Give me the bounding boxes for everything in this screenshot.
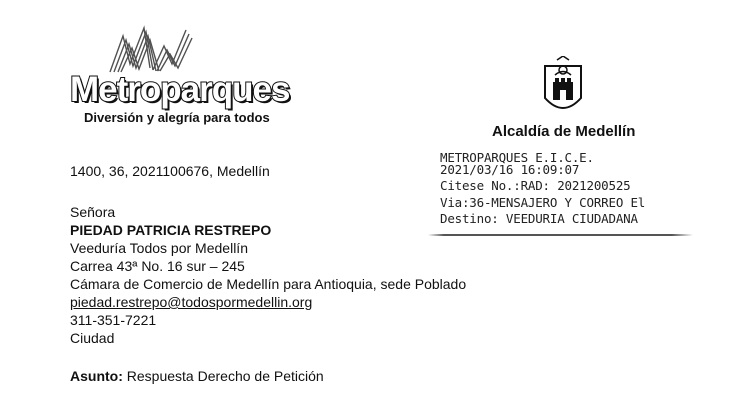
stamp-entity: METROPARQUES E.I.C.E. (440, 150, 594, 165)
stamp-via: Via:36-MENSAJERO Y CORREO El (440, 195, 646, 210)
stamp-destination: Destino: VEEDURIA CIUDADANA (440, 211, 638, 226)
recipient-city: Ciudad (70, 330, 115, 346)
salutation: Señora (70, 204, 116, 220)
brand-name: Metroparques (70, 70, 290, 109)
subject-line (70, 368, 324, 384)
metroparques-logo (68, 24, 288, 128)
recipient-name: PIEDAD PATRICIA RESTREPO (70, 222, 272, 238)
authority-name: Alcaldía de Medellín (492, 123, 636, 140)
recipient-location: Cámara de Comercio de Medellín para Antioquia, sede Poblado (70, 276, 467, 292)
recipient-email-link[interactable]: piedad.restrepo@todospormedellin.org (70, 294, 313, 310)
stamp-radicado: Citese No.:RAD: 2021200525 (440, 178, 631, 193)
stamp-datetime: 2021/03/16 16:09:07 (440, 162, 580, 177)
subject-text: Respuesta Derecho de Petición (122, 368, 324, 384)
stamp-underline (428, 234, 693, 236)
subject-label: Asunto: (70, 368, 123, 384)
recipient-organization: Veeduría Todos por Medellín (70, 240, 248, 256)
filing-stamp (428, 150, 698, 242)
recipient-phone: 311-351-7221 (70, 312, 157, 328)
brand-tagline: Diversión y alegría para todos (84, 110, 270, 125)
coat-of-arms-icon (541, 56, 585, 118)
reference-line: 1400, 36, 2021100676, Medellín (70, 163, 270, 179)
recipient-address: Carrea 43ª No. 16 sur – 245 (70, 258, 245, 274)
